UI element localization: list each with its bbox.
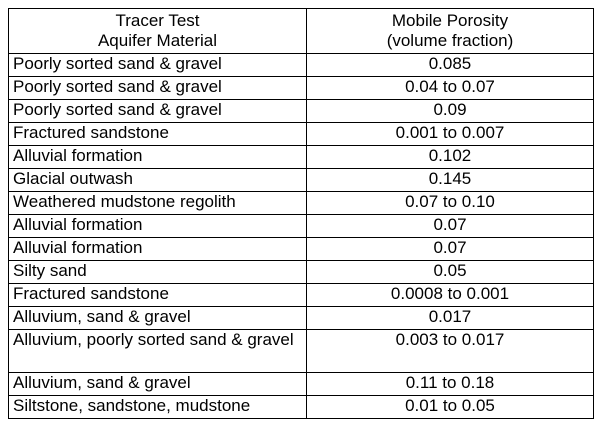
- cell-porosity: 0.102: [307, 146, 594, 169]
- cell-material: Silty sand: [9, 261, 307, 284]
- table-row: [9, 307, 594, 330]
- cell-porosity: 0.001 to 0.007: [307, 123, 594, 146]
- cell-porosity: 0.017: [307, 307, 594, 330]
- cell-material: Alluvial formation: [9, 238, 307, 261]
- cell-porosity: 0.09: [307, 100, 594, 123]
- table-row: [9, 169, 594, 192]
- cell-material: Glacial outwash: [9, 169, 307, 192]
- table-row: [9, 330, 594, 373]
- porosity-table: [8, 8, 594, 419]
- cell-material: Weathered mudstone regolith: [9, 192, 307, 215]
- cell-material: Poorly sorted sand & gravel: [9, 54, 307, 77]
- cell-porosity: 0.003 to 0.017: [307, 330, 594, 373]
- table-row: [9, 215, 594, 238]
- header-mobile-porosity-line-2: (volume fraction): [386, 31, 514, 50]
- table-row: [9, 77, 594, 100]
- cell-material: Poorly sorted sand & gravel: [9, 77, 307, 100]
- cell-porosity: 0.0008 to 0.001: [307, 284, 594, 307]
- table-row: [9, 123, 594, 146]
- table-row: [9, 261, 594, 284]
- cell-material: Alluvium, sand & gravel: [9, 373, 307, 396]
- table-row: [9, 54, 594, 77]
- cell-porosity: 0.07: [307, 238, 594, 261]
- cell-porosity: 0.04 to 0.07: [307, 77, 594, 100]
- cell-material: Siltstone, sandstone, mudstone: [9, 396, 307, 419]
- table-row: [9, 238, 594, 261]
- cell-porosity: 0.145: [307, 169, 594, 192]
- cell-material: Fractured sandstone: [9, 123, 307, 146]
- cell-material: Alluvial formation: [9, 215, 307, 238]
- cell-porosity: 0.05: [307, 261, 594, 284]
- cell-material: Alluvial formation: [9, 146, 307, 169]
- header-aquifer-material-line-2: Aquifer Material: [97, 31, 218, 50]
- table-row: [9, 284, 594, 307]
- header-aquifer-material: [9, 9, 307, 54]
- header-mobile-porosity-line-1: Mobile Porosity: [391, 11, 509, 30]
- table-row: [9, 373, 594, 396]
- table-row: [9, 396, 594, 419]
- cell-porosity: 0.11 to 0.18: [307, 373, 594, 396]
- table-row: [9, 100, 594, 123]
- table-row: [9, 146, 594, 169]
- cell-porosity: 0.01 to 0.05: [307, 396, 594, 419]
- table-row: [9, 192, 594, 215]
- cell-porosity: 0.085: [307, 54, 594, 77]
- cell-material: Poorly sorted sand & gravel: [9, 100, 307, 123]
- cell-porosity: 0.07: [307, 215, 594, 238]
- header-mobile-porosity: [307, 9, 594, 54]
- cell-material: Alluvium, poorly sorted sand & gravel: [9, 330, 307, 373]
- cell-material: Fractured sandstone: [9, 284, 307, 307]
- cell-porosity: 0.07 to 0.10: [307, 192, 594, 215]
- table-header-row: [9, 9, 594, 54]
- header-aquifer-material-line-1: Tracer Test: [115, 11, 200, 30]
- cell-material: Alluvium, sand & gravel: [9, 307, 307, 330]
